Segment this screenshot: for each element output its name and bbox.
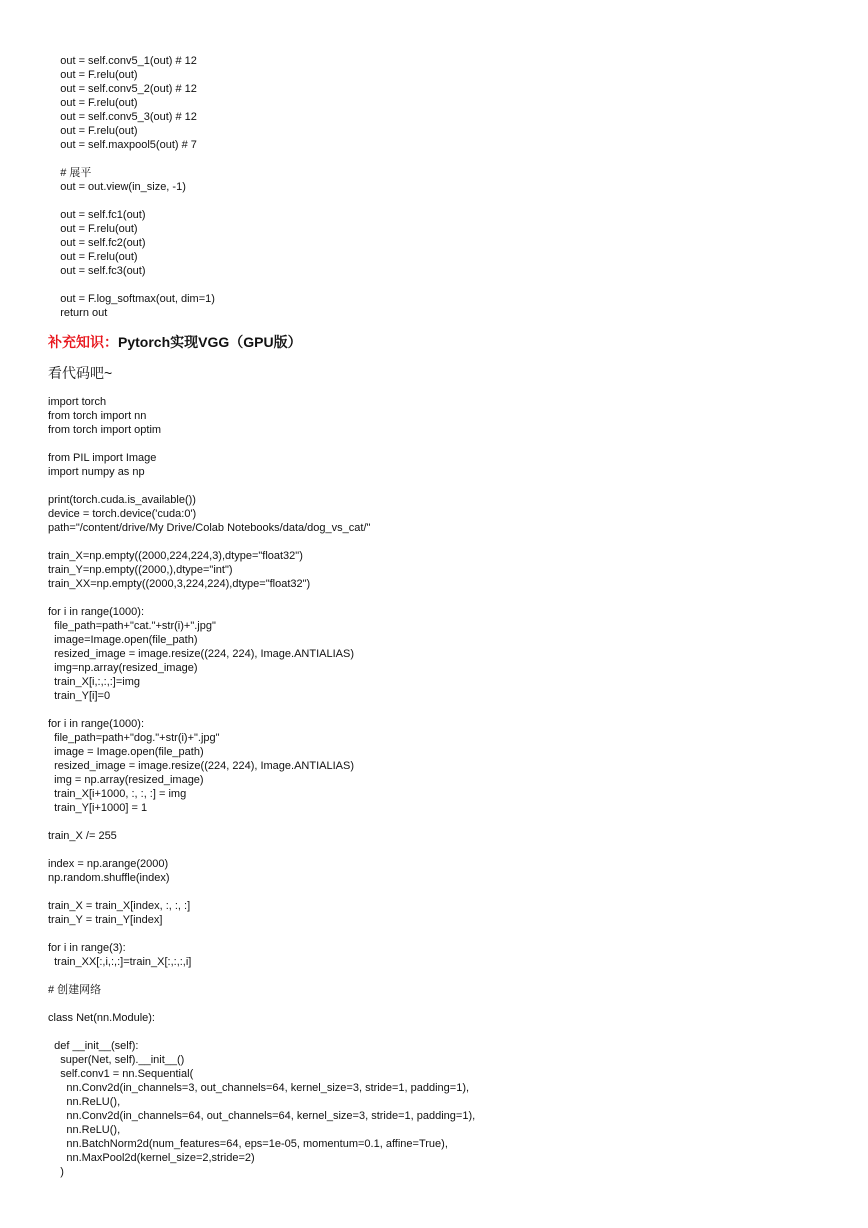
code-block-vgg-gpu: import torch from torch import nn from torch import optim from PIL import Image import numpy as np print(torch.cuda.is_available()) device = torch.device('cuda:0') path="/content/drive/My Drive/Colab Notebooks/data/dog_vs_cat/" train_X=np.empty((2000,224,224,3),dtype="float32") train_Y=np.empty((2000,),dtype="int") train_XX=np.empty((2000,3,224,224),dtype="float32") for i in range(1000): file_path=path+"cat."+str(i)+".jpg" image=Image.open(file_path) resized_image = image.resize((224, 224), Image.ANTIALIAS) img=np.array(resized_image) train_X[i,:,:,:]=img train_Y[i]=0 for i in range(1000): file_path=path+"dog."+str(i)+".jpg" image = Image.open(file_path) resized_image = image.resize((224, 224), Image.ANTIALIAS) img = np.array(resized_image) train_X[i+1000, :, :, :] = img train_Y[i+1000] = 1 train_X /= 255 index = np.arange(2000) np.random.shuffle(index) train_X = train_X[index, :, :, :] train_Y = train_Y[index] for i in range(3): train_XX[:,i,:,:]=train_X[:,:,:,i] # 创建网络 class Net(nn.Module): def __init__(self): super(Net, self).__init__() self.conv1 = nn.Sequential( nn.Conv2d(in_channels=3, out_channels=64, kernel_size=3, stride=1, padding=1), nn.ReLU(), nn.Conv2d(in_channels=64, out_channels=64, kernel_size=3, stride=1, padding=1), nn.ReLU(), nn.BatchNorm2d(num_features=64, eps=1e-05, momentum=0.1, affine=True), nn.MaxPool2d(kernel_size=2,stride=2) ) <box>48 396 476 1178</box>
section-title: Pytorch实现VGG（GPU版） <box>118 334 302 350</box>
section-subtitle: 看代码吧~ <box>48 365 113 381</box>
section-heading <box>48 333 302 351</box>
code-block-forward: out = self.conv5_1(out) # 12 out = F.relu(out) out = self.conv5_2(out) # 12 out = F.relu(out) out = self.conv5_3(out) # 12 out = F.relu(out) out = self.maxpool5(out) # 7 # 展平 out = out.view(in_size, -1) out = self.fc1(out) out = F.relu(out) out = self.fc2(out) out = F.relu(out) out = self.fc3(out) out = F.log_softmax(out, dim=1) return out <box>60 55 215 319</box>
section-label: 补充知识： <box>48 334 118 350</box>
